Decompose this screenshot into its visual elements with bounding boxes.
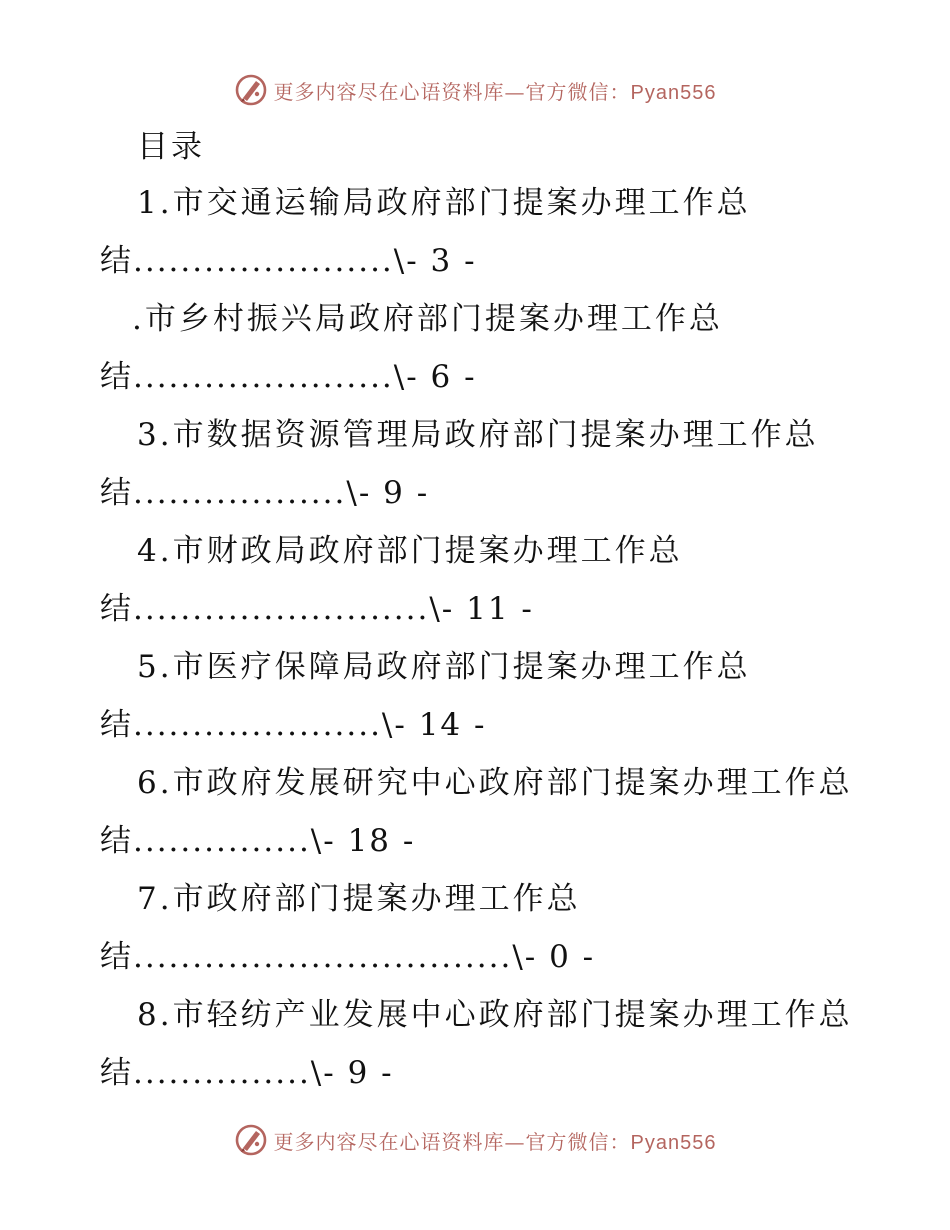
toc-entry-leader: 结.........................\- 11 - [100,591,534,627]
header-watermark-banner [0,68,950,112]
toc-entry-leader: 结......................\- 6 - [100,359,477,395]
toc-entry-title: 7.市政府部门提案办理工作总 [137,881,581,917]
toc-entry-leader: 结................................\- 0 - [100,939,596,975]
banner-wechat-id: Pyan556 [630,81,717,104]
toc-entry-leader: 结..................\- 9 - [100,475,430,511]
toc-entry-leader: 结.....................\- 14 - [100,707,487,743]
footer-watermark-banner [0,1118,950,1162]
toc-entry-leader: 结...............\- 18 - [100,823,416,859]
pen-logo-icon [234,1123,268,1157]
toc-entry-leader: 结...............\- 9 - [100,1055,394,1091]
toc-entry-title: .市乡村振兴局政府部门提案办理工作总 [132,301,723,337]
banner-text [274,76,717,105]
toc-entry-title: 3.市数据资源管理局政府部门提案办理工作总 [137,417,819,453]
banner-label: 更多内容尽在心语资料库—官方微信： [273,79,631,104]
toc-entry-title: 8.市轻纺产业发展中心政府部门提案办理工作总 [137,997,853,1033]
toc-entry-title: 4.市财政局政府部门提案办理工作总 [137,533,683,569]
table-of-contents [100,120,900,1102]
banner-wechat-id: Pyan556 [630,1131,717,1154]
pen-logo-icon [234,73,268,107]
toc-entry-title: 6.市政府发展研究中心政府部门提案办理工作总 [137,765,853,801]
banner-text [274,1126,717,1155]
toc-heading: 目录 [137,129,205,165]
toc-entry-leader: 结......................\- 3 - [100,243,477,279]
banner-label: 更多内容尽在心语资料库—官方微信： [273,1129,631,1154]
toc-entry-title: 1.市交通运输局政府部门提案办理工作总 [137,185,751,221]
toc-entry-title: 5.市医疗保障局政府部门提案办理工作总 [137,649,751,685]
